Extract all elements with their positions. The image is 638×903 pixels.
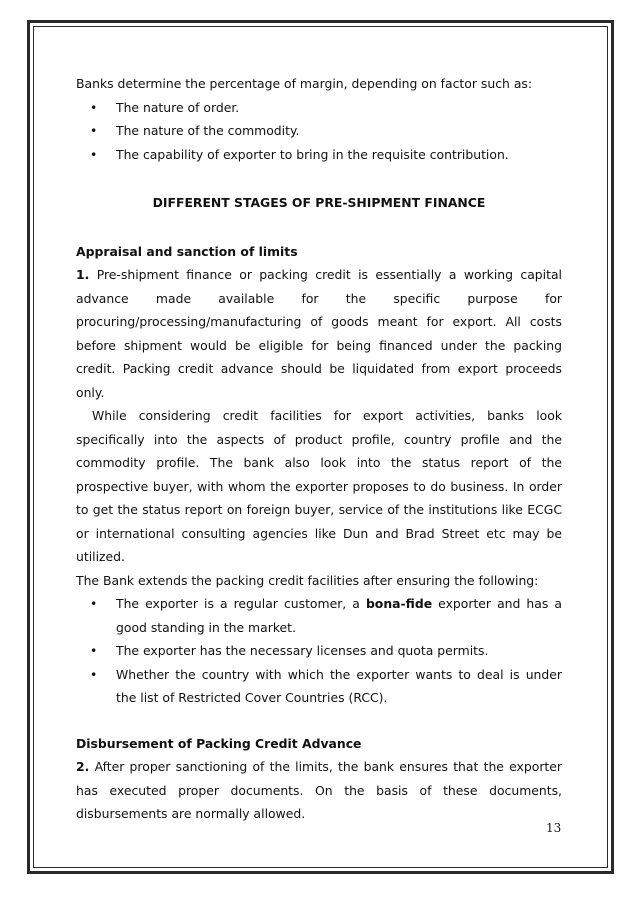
section1-number: 1. <box>76 267 90 282</box>
section1-para3: The Bank extends the packing credit facilities after ensuring the following: <box>76 572 539 588</box>
list-item: • The nature of the commodity. <box>116 119 562 143</box>
section1-heading: Appraisal and sanction of limits <box>76 243 298 259</box>
page-content <box>76 72 562 826</box>
section1-para2: While considering credit facilities for export activities, banks look specifically into the aspects of product profile, country profile and the commodity profile. The bank also look into the status report of the prospective buyer, with whom the exporter proposes to do business. In order to get the status report on foreign buyer, service of the institutions like ECGC or international consulting agencies like Dun and Brad Street etc may be utilized. <box>76 408 562 564</box>
intro-text: Banks determine the percentage of margin, depending on factor such as: <box>76 76 533 91</box>
list-item: • The nature of order. <box>116 96 562 120</box>
main-heading: DIFFERENT STAGES OF PRE-SHIPMENT FINANCE <box>152 195 486 210</box>
list-item: • The exporter has the necessary licenses and quota permits. <box>116 639 562 663</box>
bona-fide-term: bona-fide <box>365 596 433 611</box>
section2-number: 2. <box>76 759 90 774</box>
list-item <box>116 592 562 639</box>
condition1-post: exporter and has a good standing in the market. <box>116 596 562 635</box>
page-number: 13 <box>546 821 562 835</box>
section1-para1-text: Pre-shipment finance or packing credit is essentially a working capital advance made available for the specific purpose for procuring/processing/manufacturing of goods meant for export. All costs before shipment would be eligible for being financed under the packing credit. Packing credit advance should be liquidated from export proceeds only. <box>76 267 562 400</box>
section1-para1 <box>76 263 562 404</box>
section2-heading: Disbursement of Packing Credit Advance <box>76 735 362 751</box>
section2-para-text: After proper sanctioning of the limits, the bank ensures that the exporter has executed proper documents. On the basis of these documents, disbursements are normally allowed. <box>76 759 562 821</box>
conditions-list <box>76 592 562 710</box>
condition1-pre: The exporter is a regular customer, a <box>116 596 366 611</box>
list-item: • The capability of exporter to bring in the requisite contribution. <box>116 143 562 167</box>
margin-factors-list <box>76 96 562 167</box>
section2-para <box>76 755 562 826</box>
list-item: • Whether the country with which the exporter wants to deal is under the list of Restricted Cover Countries (RCC). <box>116 663 562 710</box>
spacer <box>76 710 562 732</box>
